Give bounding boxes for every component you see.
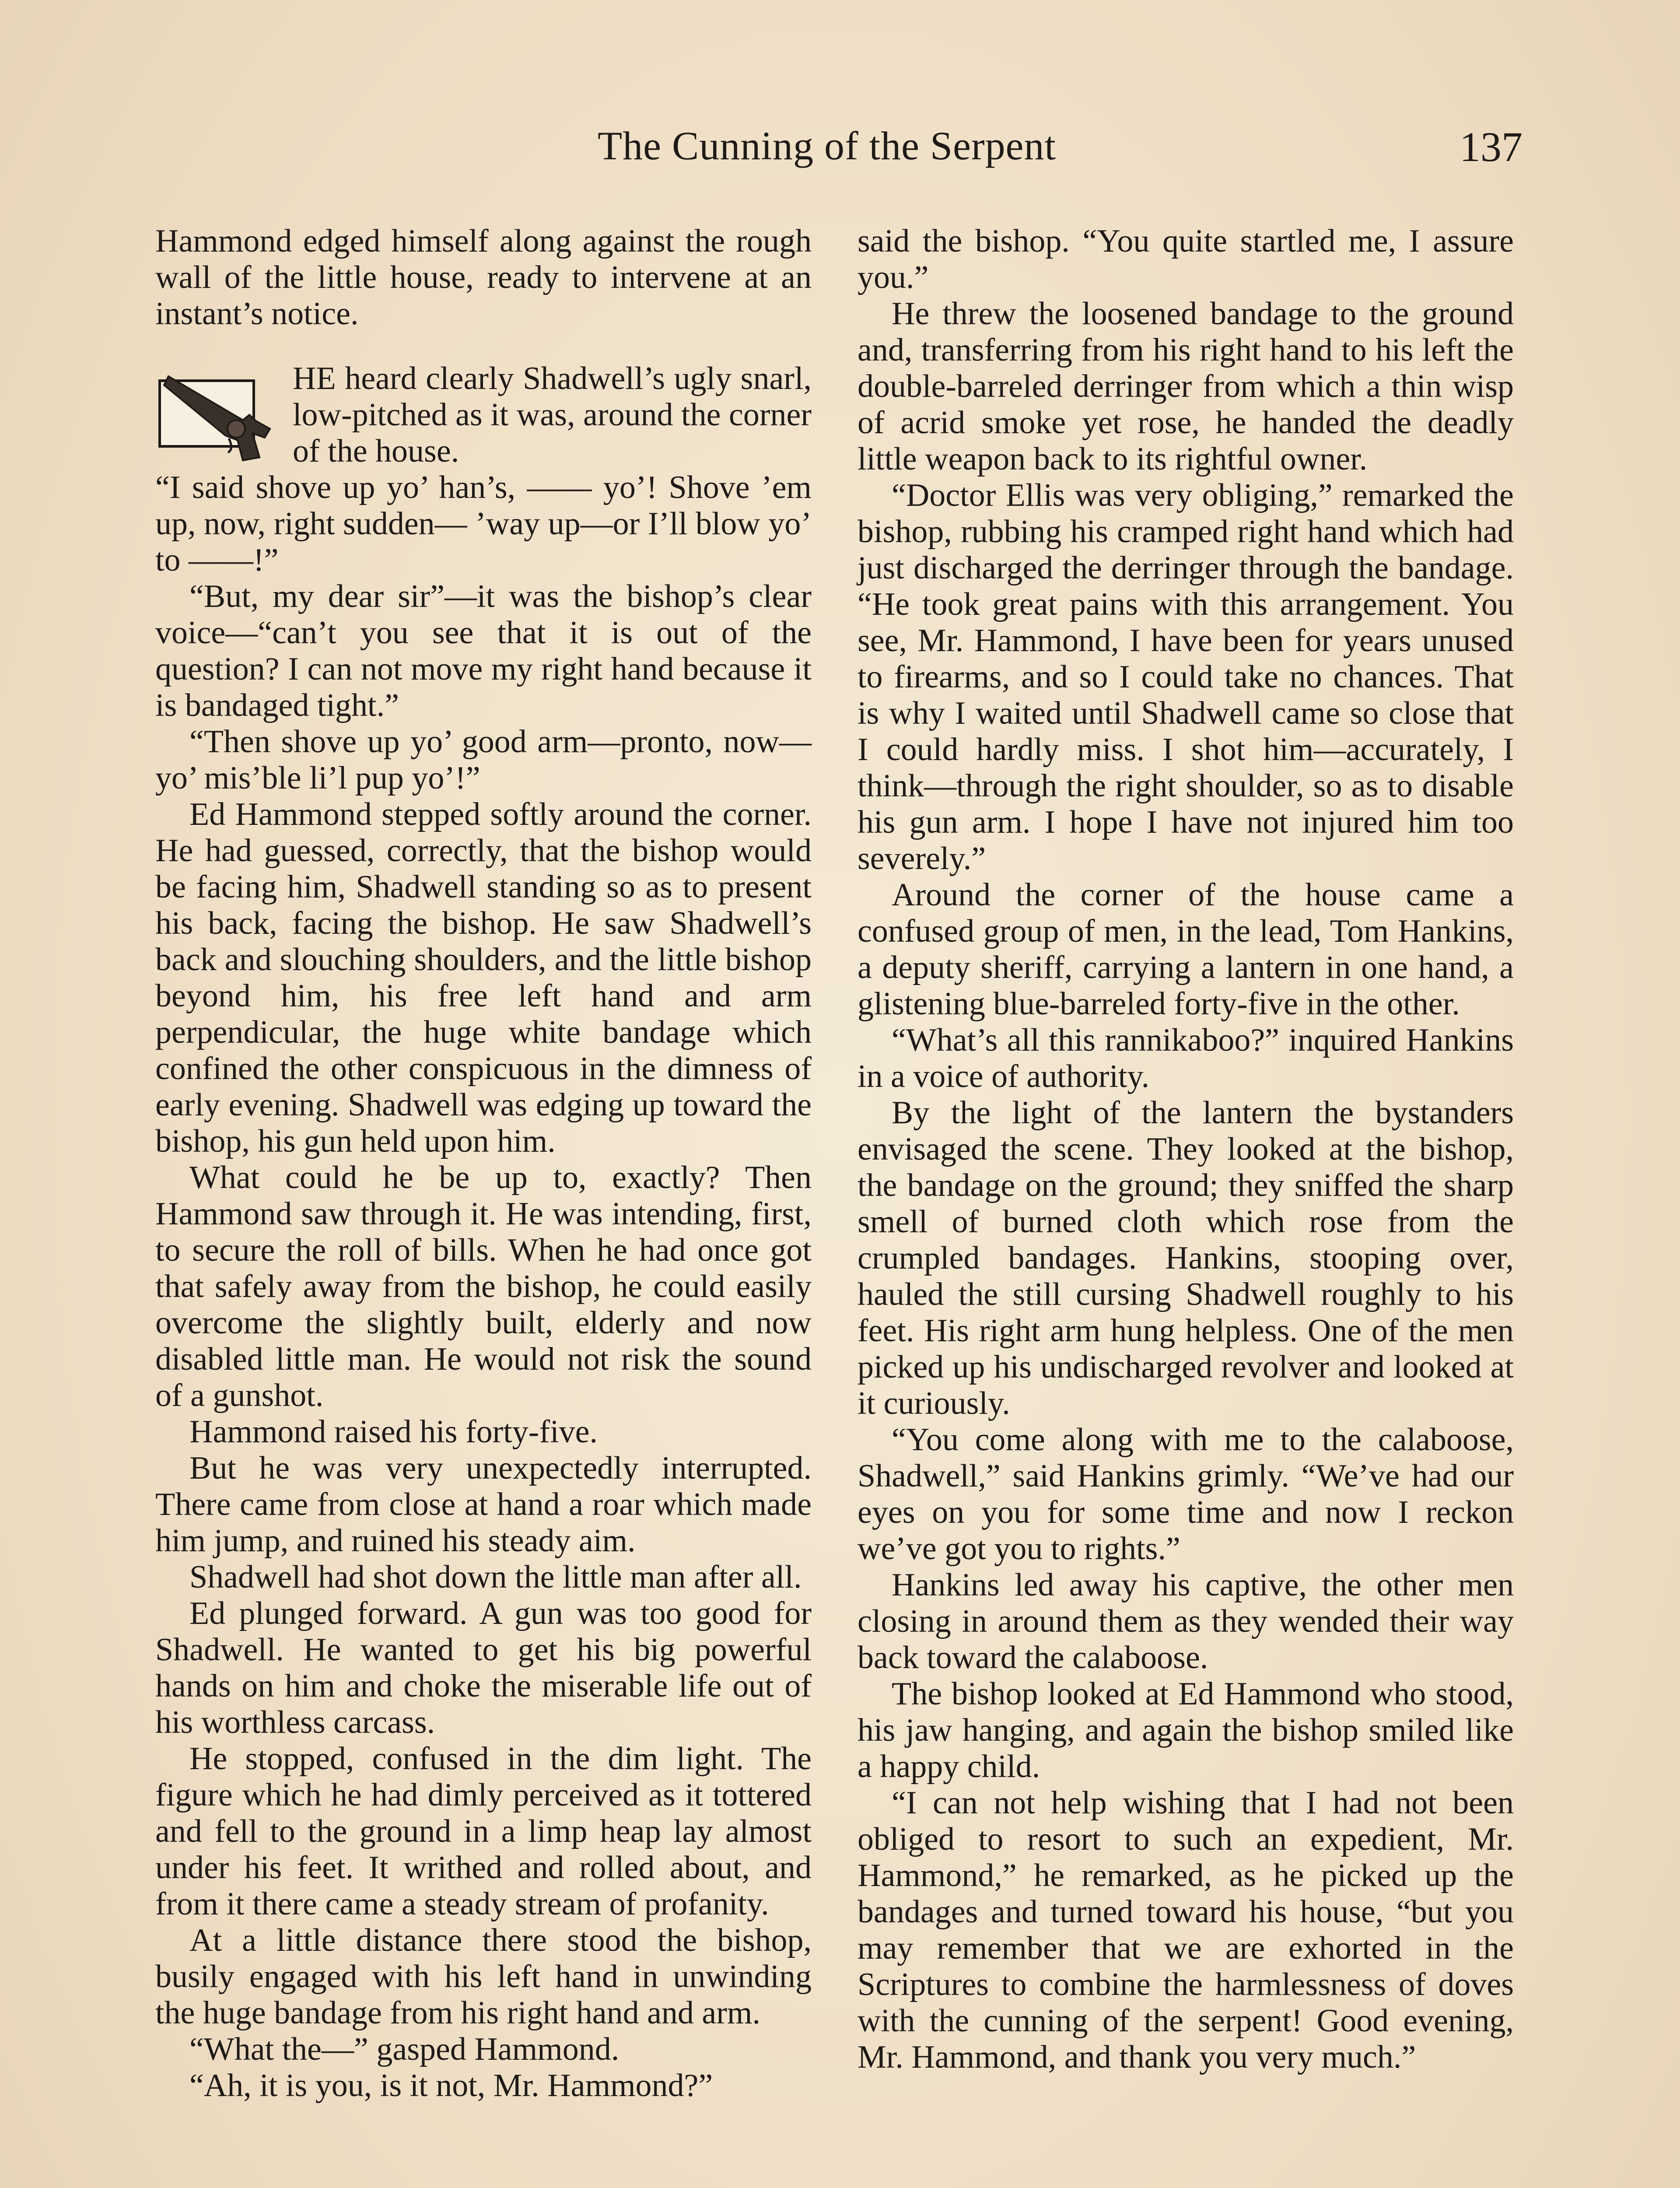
paragraph: Shadwell had shot down the little man after all. xyxy=(189,1559,802,1595)
paragraph: said the bishop. “You quite startled me, I assure you.” xyxy=(858,223,1514,295)
paragraph: He threw the loosened bandage to the ground and, transferring from his right hand to his left the double-barreled derringer from which a thin wisp of acrid smoke yet rose, he handed the deadly little weapon back to its rightful owner. xyxy=(858,296,1514,477)
paragraph: “Doctor Ellis was very obliging,” remarked the bishop, rubbing his cramped right hand which had just discharged the derringer through the bandage. “He took great pains with this arrangement. You see, Mr. Hammond, I have been for years unused to firearms, and so I could take no chances. That is why I waited until Shadwell came so close that I could hardly miss. I shot him—accurately, I think—through the right shoulder, so as to disable his gun arm. I hope I have not injured him too severely.” xyxy=(858,477,1514,877)
paragraph: The bishop looked at Ed Hammond who stood, his jaw hanging, and again the bishop smiled like a happy child. xyxy=(858,1676,1514,1785)
section-break-with-illustration xyxy=(155,361,812,579)
paragraph: What could he be up to, exactly? Then Hammond saw through it. He was intending, first, to secure the roll of bills. When he had once got that safely away from the bishop, he could easily overcome the slightly built, elderly and now disabled little man. He would not risk the sound of a gunshot. xyxy=(155,1160,812,1413)
paragraph: Hammond edged himself along against the rough wall of the little house, ready to intervene at an instant’s notice. xyxy=(155,223,812,332)
paragraph: “I can not help wishing that I had not been obliged to resort to such an expedient, Mr. Hammond,” he remarked, as he picked up the bandages and turned toward his house, “but you may remember that we are exhorted in the Scriptures to combine the harmlessness of doves with the cunning of the serpent! Good evening, Mr. Hammond, and thank you very much.” xyxy=(858,1785,1514,2075)
paragraph: Around the corner of the house came a confused group of men, in the lead, Tom Hankins, a deputy sheriff, carrying a lantern in one hand, a glistening blue-barreled forty-five in the other. xyxy=(858,877,1514,1022)
paragraph: By the light of the lantern the bystanders envisaged the scene. They looked at the bishop, the bandage on the ground; they sniffed the sharp smell of burned cloth which rose from the crumpled bandages. Hankins, stooping over, hauled the still cursing Shadwell roughly to his feet. His right arm hung helpless. One of the men picked up his undischarged revolver and looked at it curiously. xyxy=(858,1095,1514,1421)
paragraph: At a little distance there stood the bishop, busily engaged with his left hand in unwinding the huge bandage from his right hand and arm. xyxy=(155,1922,812,2031)
paragraph: But he was very unexpectedly interrupted. There came from close at hand a roar which made him jump, and ruined his steady aim. xyxy=(155,1450,812,1559)
revolver-icon xyxy=(155,363,282,466)
paragraph: Ed plunged forward. A gun was too good for Shadwell. He wanted to get his big powerful hands on him and choke the miserable life out of his worthless carcass. xyxy=(155,1595,812,1740)
left-column xyxy=(155,223,812,2104)
paragraph: Hankins led away his captive, the other men closing in around them as they wended their way back toward the calaboose. xyxy=(858,1567,1514,1676)
paragraph: HE heard clearly Shadwell’s ugly snarl, low-pitched as it was, around the corner of the house. xyxy=(293,361,812,469)
running-title: The Cunning of the Serpent xyxy=(597,123,1057,168)
right-column xyxy=(858,223,1514,2076)
paragraph: “You come along with me to the calaboose, Shadwell,” said Hankins grimly. “We’ve had our eyes on you for some time and now I reckon we’ve got you to rights.” xyxy=(858,1422,1514,1567)
paragraph: “Ah, it is you, is it not, Mr. Hammond?” xyxy=(189,2068,713,2104)
paragraph: “What’s all this rannikaboo?” inquired Hankins in a voice of authority. xyxy=(858,1022,1514,1094)
paragraph: “I said shove up yo’ han’s, —— yo’! Shove ’em up, now, right sudden— ’way up—or I’ll blow yo’ to ——!” xyxy=(155,470,812,578)
page-header xyxy=(131,123,1522,188)
paragraph: He stopped, confused in the dim light. The figure which he had dimly perceived as it tottered and fell to the ground in a limp heap lay almost under his feet. It writhed and rolled about, and from it there came a steady stream of profanity. xyxy=(155,1741,812,1922)
page-number: 137 xyxy=(1460,123,1522,170)
paragraph: “But, my dear sir”—it was the bishop’s clear voice—“can’t you see that it is out of the question? I can not move my right hand because it is bandaged tight.” xyxy=(155,579,812,723)
paragraph: “What the—” gasped Hammond. xyxy=(189,2031,620,2067)
paragraph: Hammond raised his forty-five. xyxy=(189,1414,598,1450)
paragraph: “Then shove up yo’ good arm—pronto, now—yo’ mis’ble li’l pup yo’!” xyxy=(155,724,812,796)
paragraph: Ed Hammond stepped softly around the corner. He had guessed, correctly, that the bishop would be facing him, Shadwell standing so as to present his back, facing the bishop. He saw Shadwell’s back and slouching shoulders, and the little bishop beyond him, his free left hand and arm perpendicular, the huge white bandage which confined the other conspicuous in the dimness of early evening. Shadwell was edging up toward the bishop, his gun held upon him. xyxy=(155,796,812,1159)
